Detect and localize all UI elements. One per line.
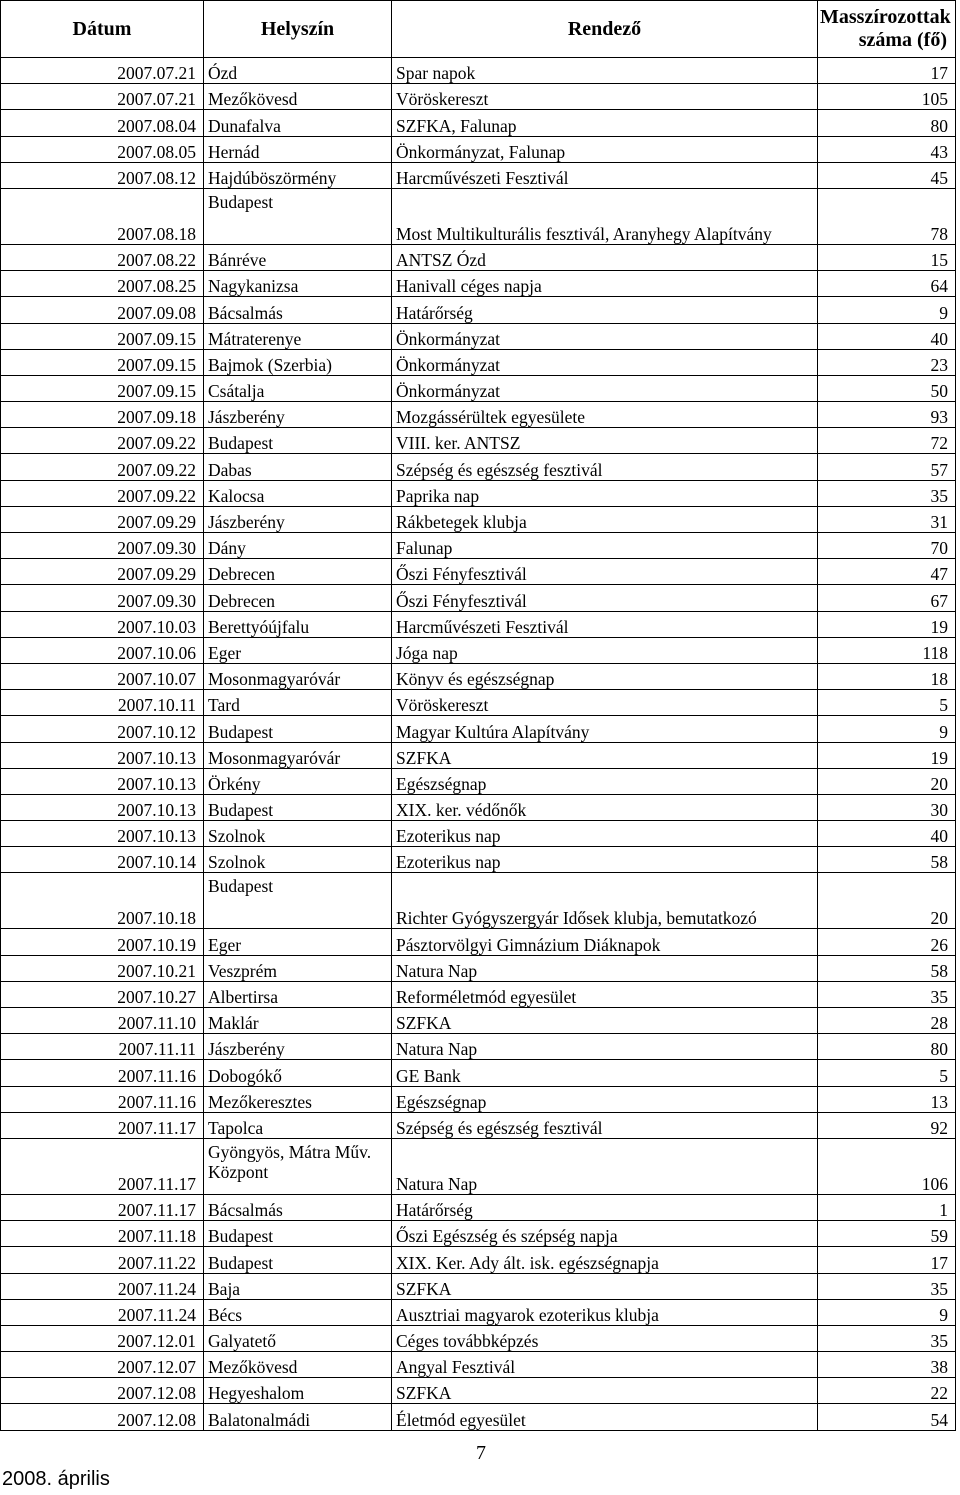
cell-date: 2007.10.11 [1, 690, 204, 716]
cell-date: 2007.07.21 [1, 58, 204, 84]
cell-place: Bécs [204, 1299, 392, 1325]
cell-count: 22 [818, 1378, 956, 1404]
cell-place: Mezőkeresztes [204, 1086, 392, 1112]
table-row [1, 1086, 956, 1112]
cell-organizer: GE Bank [392, 1060, 818, 1086]
cell-count: 35 [818, 981, 956, 1007]
cell-count: 80 [818, 110, 956, 136]
cell-place: Budapest [204, 428, 392, 454]
cell-date: 2007.09.22 [1, 428, 204, 454]
cell-organizer: VIII. ker. ANTSZ [392, 428, 818, 454]
table-row [1, 244, 956, 270]
cell-count: 20 [818, 768, 956, 794]
table-row [1, 84, 956, 110]
table-row [1, 1138, 956, 1194]
cell-organizer: Jóga nap [392, 637, 818, 663]
cell-date: 2007.09.29 [1, 506, 204, 532]
cell-count: 35 [818, 1273, 956, 1299]
cell-date: 2007.10.07 [1, 663, 204, 689]
cell-organizer: Őszi Fényfesztivál [392, 585, 818, 611]
table-row [1, 1034, 956, 1060]
cell-date: 2007.08.05 [1, 136, 204, 162]
cell-organizer: Vöröskereszt [392, 690, 818, 716]
cell-place: Kalocsa [204, 480, 392, 506]
cell-organizer: ANTSZ Ózd [392, 244, 818, 270]
cell-organizer: Natura Nap [392, 955, 818, 981]
cell-place: Budapest [204, 794, 392, 820]
cell-date: 2007.08.18 [1, 188, 204, 244]
table-row [1, 1378, 956, 1404]
cell-organizer: SZFKA, Falunap [392, 110, 818, 136]
cell-count: 19 [818, 742, 956, 768]
table-header-row [1, 1, 956, 58]
table-row [1, 1008, 956, 1034]
table-row [1, 110, 956, 136]
cell-count: 43 [818, 136, 956, 162]
cell-count: 38 [818, 1352, 956, 1378]
cell-place: Dunafalva [204, 110, 392, 136]
cell-place: Jászberény [204, 506, 392, 532]
cell-count: 57 [818, 454, 956, 480]
table-row [1, 981, 956, 1007]
cell-count: 5 [818, 1060, 956, 1086]
cell-count: 30 [818, 794, 956, 820]
cell-date: 2007.09.15 [1, 323, 204, 349]
cell-count: 13 [818, 1086, 956, 1112]
cell-organizer: Ezoterikus nap [392, 847, 818, 873]
cell-organizer: Natura Nap [392, 1138, 818, 1194]
cell-organizer: Könyv és egészségnap [392, 663, 818, 689]
cell-date: 2007.11.17 [1, 1138, 204, 1194]
cell-place: Budapest [204, 716, 392, 742]
cell-organizer: Önkormányzat [392, 323, 818, 349]
table-row [1, 58, 956, 84]
cell-organizer: SZFKA [392, 1273, 818, 1299]
cell-organizer: Őszi Egészség és szépség napja [392, 1221, 818, 1247]
cell-place: Berettyóújfalu [204, 611, 392, 637]
cell-place: Csátalja [204, 375, 392, 401]
cell-date: 2007.11.17 [1, 1112, 204, 1138]
table-row [1, 136, 956, 162]
cell-place: Hernád [204, 136, 392, 162]
cell-organizer: Richter Gyógyszergyár Idősek klubja, bemutatkozó [392, 873, 818, 929]
cell-count: 78 [818, 188, 956, 244]
cell-organizer: Harcművészeti Fesztivál [392, 162, 818, 188]
table-row [1, 768, 956, 794]
table-row [1, 1352, 956, 1378]
cell-date: 2007.09.15 [1, 375, 204, 401]
cell-count: 31 [818, 506, 956, 532]
cell-place: Budapest [204, 873, 392, 929]
cell-organizer: Határőrség [392, 297, 818, 323]
table-row [1, 559, 956, 585]
cell-date: 2007.10.03 [1, 611, 204, 637]
cell-date: 2007.11.24 [1, 1299, 204, 1325]
cell-organizer: Ausztriai magyarok ezoterikus klubja [392, 1299, 818, 1325]
cell-date: 2007.10.27 [1, 981, 204, 1007]
cell-date: 2007.11.18 [1, 1221, 204, 1247]
cell-date: 2007.11.11 [1, 1034, 204, 1060]
cell-place: Mosonmagyaróvár [204, 742, 392, 768]
cell-organizer: Mozgássérültek egyesülete [392, 402, 818, 428]
table-row [1, 162, 956, 188]
cell-count: 50 [818, 375, 956, 401]
cell-date: 2007.10.18 [1, 873, 204, 929]
page-number: 7 [476, 1442, 486, 1464]
header-count: Masszírozottak száma (fő) [818, 1, 956, 58]
cell-place: Hajdúböszörmény [204, 162, 392, 188]
cell-place: Jászberény [204, 402, 392, 428]
table-row [1, 1273, 956, 1299]
cell-organizer: Rákbetegek klubja [392, 506, 818, 532]
table-row [1, 585, 956, 611]
table-row [1, 402, 956, 428]
cell-count: 5 [818, 690, 956, 716]
table-row [1, 271, 956, 297]
table-row [1, 1325, 956, 1351]
cell-date: 2007.11.24 [1, 1273, 204, 1299]
cell-place: Nagykanizsa [204, 271, 392, 297]
cell-place: Mezőkövesd [204, 84, 392, 110]
cell-count: 93 [818, 402, 956, 428]
cell-count: 64 [818, 271, 956, 297]
cell-place: Albertirsa [204, 981, 392, 1007]
cell-organizer: Falunap [392, 533, 818, 559]
header-place: Helyszín [204, 1, 392, 58]
table-row [1, 821, 956, 847]
cell-date: 2007.09.30 [1, 585, 204, 611]
cell-date: 2007.09.29 [1, 559, 204, 585]
cell-date: 2007.12.01 [1, 1325, 204, 1351]
cell-organizer: Szépség és egészség fesztivál [392, 1112, 818, 1138]
cell-count: 17 [818, 58, 956, 84]
cell-date: 2007.09.15 [1, 349, 204, 375]
cell-organizer: Spar napok [392, 58, 818, 84]
cell-count: 23 [818, 349, 956, 375]
cell-date: 2007.09.08 [1, 297, 204, 323]
cell-date: 2007.10.13 [1, 768, 204, 794]
cell-count: 40 [818, 323, 956, 349]
footer-date: 2008. április [2, 1468, 110, 1490]
cell-date: 2007.08.04 [1, 110, 204, 136]
table-row [1, 1060, 956, 1086]
cell-date: 2007.10.13 [1, 742, 204, 768]
table-row [1, 663, 956, 689]
cell-place: Budapest [204, 1221, 392, 1247]
cell-organizer: Önkormányzat, Falunap [392, 136, 818, 162]
cell-place: Mosonmagyaróvár [204, 663, 392, 689]
cell-organizer: Egészségnap [392, 1086, 818, 1112]
table-body [1, 58, 956, 1431]
table-row [1, 637, 956, 663]
cell-count: 15 [818, 244, 956, 270]
cell-organizer: Ezoterikus nap [392, 821, 818, 847]
cell-organizer: Őszi Fényfesztivál [392, 559, 818, 585]
cell-place: Bajmok (Szerbia) [204, 349, 392, 375]
cell-count: 105 [818, 84, 956, 110]
cell-place: Eger [204, 929, 392, 955]
cell-organizer: SZFKA [392, 1008, 818, 1034]
cell-date: 2007.08.25 [1, 271, 204, 297]
cell-count: 58 [818, 847, 956, 873]
table-row [1, 533, 956, 559]
cell-count: 72 [818, 428, 956, 454]
table-row [1, 188, 956, 244]
cell-organizer: Egészségnap [392, 768, 818, 794]
cell-place: Budapest [204, 1247, 392, 1273]
cell-organizer: Magyar Kultúra Alapítvány [392, 716, 818, 742]
table-row [1, 1194, 956, 1220]
cell-date: 2007.10.13 [1, 821, 204, 847]
cell-count: 70 [818, 533, 956, 559]
cell-date: 2007.11.22 [1, 1247, 204, 1273]
cell-count: 17 [818, 1247, 956, 1273]
cell-count: 45 [818, 162, 956, 188]
cell-place: Debrecen [204, 585, 392, 611]
cell-organizer: Paprika nap [392, 480, 818, 506]
cell-place: Dobogókő [204, 1060, 392, 1086]
table-row [1, 1112, 956, 1138]
table-row [1, 847, 956, 873]
cell-count: 1 [818, 1194, 956, 1220]
cell-place: Ózd [204, 58, 392, 84]
table-row [1, 506, 956, 532]
cell-count: 58 [818, 955, 956, 981]
cell-date: 2007.09.22 [1, 454, 204, 480]
cell-place: Maklár [204, 1008, 392, 1034]
cell-organizer: Hanivall céges napja [392, 271, 818, 297]
cell-count: 67 [818, 585, 956, 611]
cell-organizer: Harcművészeti Fesztivál [392, 611, 818, 637]
cell-organizer: Most Multikulturális fesztivál, Aranyhegy Alapítvány [392, 188, 818, 244]
cell-date: 2007.07.21 [1, 84, 204, 110]
cell-place: Örkény [204, 768, 392, 794]
cell-date: 2007.11.16 [1, 1086, 204, 1112]
cell-count: 35 [818, 1325, 956, 1351]
header-organizer: Rendező [392, 1, 818, 58]
cell-count: 59 [818, 1221, 956, 1247]
table-row [1, 611, 956, 637]
cell-place: Eger [204, 637, 392, 663]
table-row [1, 690, 956, 716]
table-row [1, 349, 956, 375]
table-row [1, 375, 956, 401]
cell-date: 2007.12.08 [1, 1378, 204, 1404]
cell-count: 26 [818, 929, 956, 955]
cell-date: 2007.11.16 [1, 1060, 204, 1086]
cell-date: 2007.10.12 [1, 716, 204, 742]
table-row [1, 955, 956, 981]
cell-date: 2007.09.30 [1, 533, 204, 559]
cell-place: Debrecen [204, 559, 392, 585]
cell-date: 2007.08.22 [1, 244, 204, 270]
cell-place: Mátraterenye [204, 323, 392, 349]
cell-place: Galyatető [204, 1325, 392, 1351]
cell-organizer: Önkormányzat [392, 375, 818, 401]
cell-date: 2007.11.17 [1, 1194, 204, 1220]
table-row [1, 1221, 956, 1247]
cell-organizer: Angyal Fesztivál [392, 1352, 818, 1378]
table-row [1, 929, 956, 955]
cell-organizer: SZFKA [392, 1378, 818, 1404]
cell-date: 2007.10.21 [1, 955, 204, 981]
cell-place: Dány [204, 533, 392, 559]
cell-place: Bácsalmás [204, 297, 392, 323]
table-row [1, 1404, 956, 1430]
cell-organizer: Natura Nap [392, 1034, 818, 1060]
cell-count: 47 [818, 559, 956, 585]
header-date: Dátum [1, 1, 204, 58]
cell-date: 2007.10.13 [1, 794, 204, 820]
cell-count: 9 [818, 297, 956, 323]
cell-organizer: XIX. ker. védőnők [392, 794, 818, 820]
cell-organizer: SZFKA [392, 742, 818, 768]
table-row [1, 716, 956, 742]
table-row [1, 873, 956, 929]
cell-place: Tard [204, 690, 392, 716]
cell-place: Bánréve [204, 244, 392, 270]
cell-count: 118 [818, 637, 956, 663]
cell-place: Hegyeshalom [204, 1378, 392, 1404]
cell-date: 2007.10.06 [1, 637, 204, 663]
cell-organizer: Önkormányzat [392, 349, 818, 375]
cell-date: 2007.10.19 [1, 929, 204, 955]
cell-organizer: Szépség és egészség fesztivál [392, 454, 818, 480]
cell-count: 106 [818, 1138, 956, 1194]
table-row [1, 454, 956, 480]
cell-organizer: Határőrség [392, 1194, 818, 1220]
cell-date: 2007.08.12 [1, 162, 204, 188]
cell-organizer: Céges továbbképzés [392, 1325, 818, 1351]
cell-place: Baja [204, 1273, 392, 1299]
table-row [1, 480, 956, 506]
cell-count: 18 [818, 663, 956, 689]
cell-count: 9 [818, 1299, 956, 1325]
cell-count: 92 [818, 1112, 956, 1138]
cell-count: 54 [818, 1404, 956, 1430]
cell-count: 20 [818, 873, 956, 929]
cell-date: 2007.11.10 [1, 1008, 204, 1034]
cell-place: Dabas [204, 454, 392, 480]
cell-place: Budapest [204, 188, 392, 244]
cell-count: 80 [818, 1034, 956, 1060]
cell-count: 35 [818, 480, 956, 506]
table-row [1, 297, 956, 323]
cell-place: Tapolca [204, 1112, 392, 1138]
table-row [1, 794, 956, 820]
cell-place: Gyöngyös, Mátra Műv. Központ [204, 1138, 392, 1194]
table-row [1, 323, 956, 349]
cell-date: 2007.10.14 [1, 847, 204, 873]
cell-count: 40 [818, 821, 956, 847]
cell-date: 2007.12.07 [1, 1352, 204, 1378]
cell-date: 2007.12.08 [1, 1404, 204, 1430]
cell-organizer: Reforméletmód egyesület [392, 981, 818, 1007]
cell-count: 28 [818, 1008, 956, 1034]
table-row [1, 1299, 956, 1325]
cell-place: Szolnok [204, 847, 392, 873]
table-row [1, 428, 956, 454]
cell-date: 2007.09.18 [1, 402, 204, 428]
cell-place: Jászberény [204, 1034, 392, 1060]
cell-place: Mezőkövesd [204, 1352, 392, 1378]
cell-place: Balatonalmádi [204, 1404, 392, 1430]
cell-count: 19 [818, 611, 956, 637]
cell-count: 9 [818, 716, 956, 742]
cell-place: Veszprém [204, 955, 392, 981]
cell-date: 2007.09.22 [1, 480, 204, 506]
cell-organizer: XIX. Ker. Ady ált. isk. egészségnapja [392, 1247, 818, 1273]
cell-place: Szolnok [204, 821, 392, 847]
cell-organizer: Vöröskereszt [392, 84, 818, 110]
cell-organizer: Életmód egyesület [392, 1404, 818, 1430]
cell-organizer: Pásztorvölgyi Gimnázium Diáknapok [392, 929, 818, 955]
cell-place: Bácsalmás [204, 1194, 392, 1220]
table-row [1, 1247, 956, 1273]
table-row [1, 742, 956, 768]
